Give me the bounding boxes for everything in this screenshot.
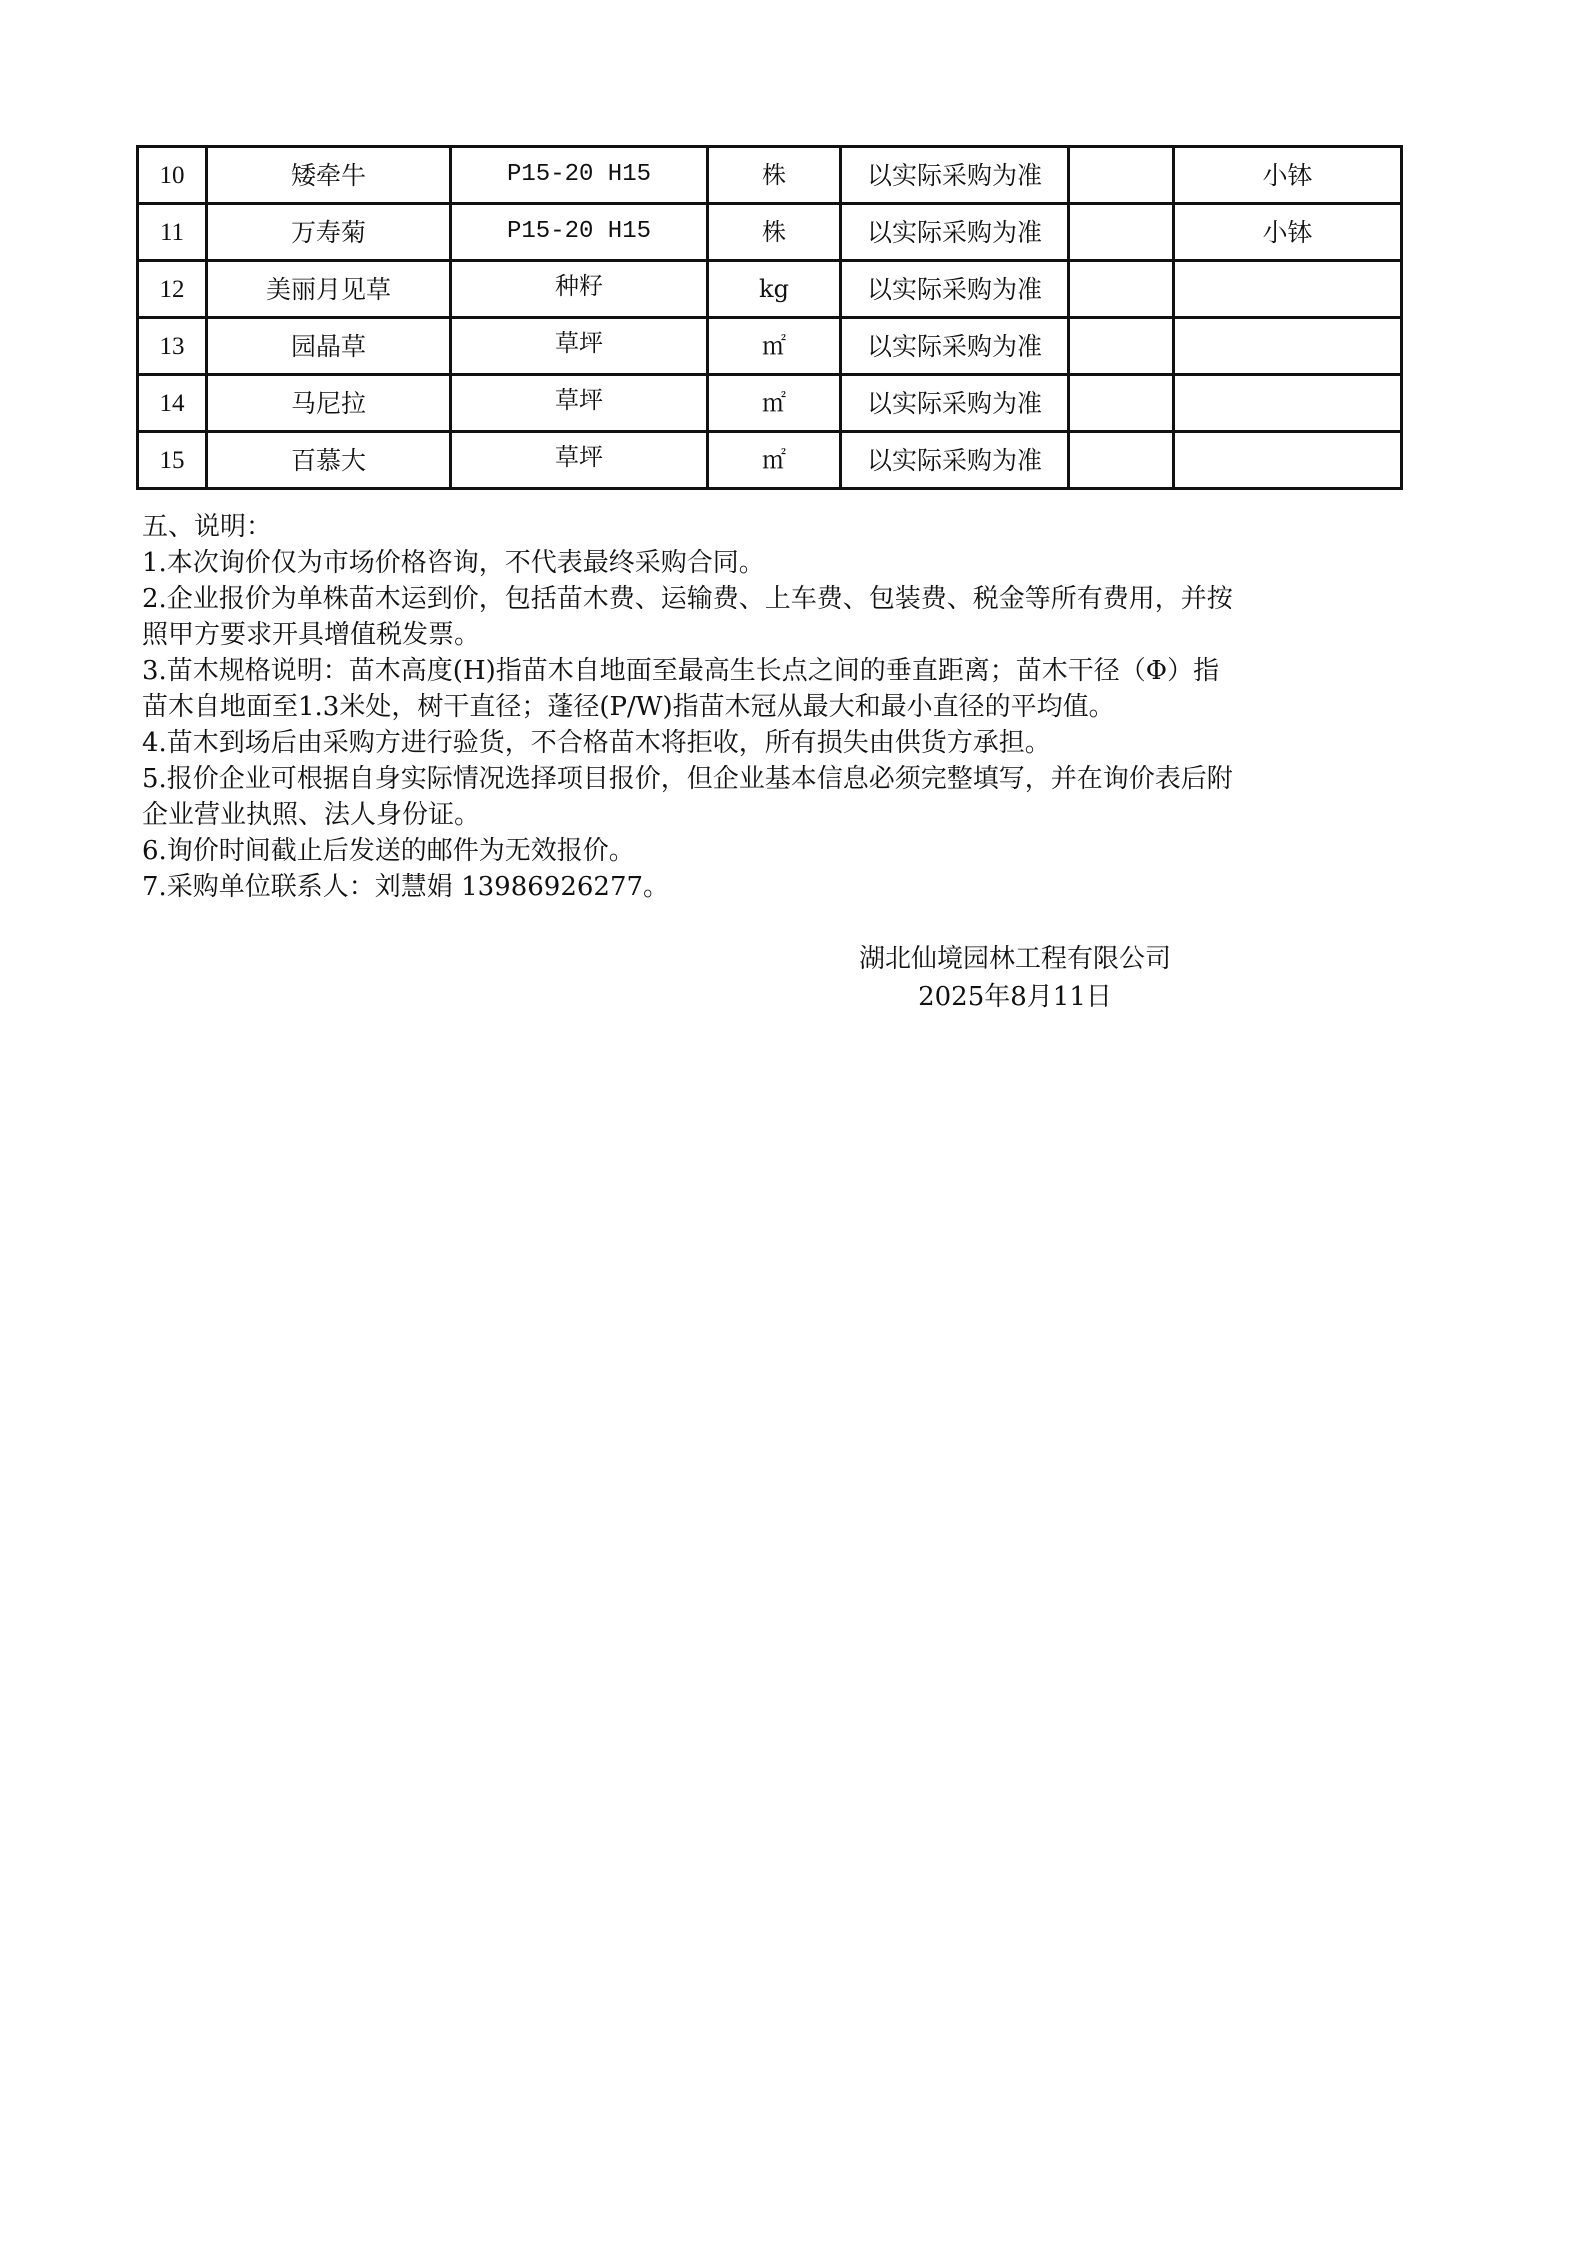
plant-name: 万寿菊 [207,204,451,261]
notes-section [142,509,1402,905]
note-line: 4.苗木到场后由采购方进行验货，不合格苗木将拒收，所有损失由供货方承担。 [142,728,1051,758]
table-row [138,375,1402,432]
plant-unit: ㎡ [708,432,841,489]
company-name: 湖北仙境园林工程有限公司 [858,944,1171,974]
table-row [138,318,1402,375]
note-line: 5.报价企业可根据自身实际情况选择项目报价，但企业基本信息必须完整填写，并在询价表后附 [142,764,1233,794]
plant-unit: 株 [708,204,841,261]
plant-remark [1174,432,1402,489]
table-row [138,261,1402,318]
row-number: 15 [138,432,207,489]
plant-name: 百慕大 [207,432,451,489]
table-body [138,147,1402,489]
plant-price [1069,261,1174,318]
plant-spec: P15-20 H15 [451,204,708,261]
plant-price [1069,318,1174,375]
plant-quantity: 以实际采购为准 [841,318,1069,375]
note-line: 1.本次询价仅为市场价格咨询，不代表最终采购合同。 [142,548,765,578]
row-number: 10 [138,147,207,204]
table-row [138,204,1402,261]
plant-price [1069,147,1174,204]
plant-remark [1174,318,1402,375]
row-number: 11 [138,204,207,261]
plant-quantity: 以实际采购为准 [841,375,1069,432]
note-line: 7.采购单位联系人：刘慧娟 13986926277。 [142,872,670,902]
plant-name: 矮牵牛 [207,147,451,204]
table-row [138,432,1402,489]
plant-spec: 种籽 [451,261,708,318]
note-line: 企业营业执照、法人身份证。 [142,800,481,830]
note-line: 6.询价时间截止后发送的邮件为无效报价。 [142,836,635,866]
plant-quantity: 以实际采购为准 [841,204,1069,261]
note-line: 2.企业报价为单株苗木运到价，包括苗木费、运输费、上车费、包装费、税金等所有费用，并按 [142,584,1233,614]
plant-remark [1174,375,1402,432]
plant-unit: ㎡ [708,318,841,375]
plant-quantity: 以实际采购为准 [841,261,1069,318]
table-row [138,147,1402,204]
plant-remark: 小钵 [1174,204,1402,261]
signature-block [835,940,1195,1016]
seedling-table [136,145,1403,490]
plant-unit: 株 [708,147,841,204]
plant-price [1069,375,1174,432]
notes-heading: 五、说明： [142,512,273,542]
plant-price [1069,432,1174,489]
plant-quantity: 以实际采购为准 [841,432,1069,489]
plant-name: 园晶草 [207,318,451,375]
plant-unit: kg [708,261,841,318]
row-number: 13 [138,318,207,375]
plant-quantity: 以实际采购为准 [841,147,1069,204]
plant-spec: P15-20 H15 [451,147,708,204]
plant-unit: ㎡ [708,375,841,432]
note-line: 照甲方要求开具增值税发票。 [142,620,481,650]
signature-date: 2025年8月11日 [918,982,1112,1012]
plant-spec: 草坪 [451,432,708,489]
plant-spec: 草坪 [451,318,708,375]
note-line: 3.苗木规格说明：苗木高度(H)指苗木自地面至最高生长点之间的垂直距离；苗木干径（Φ）指 [142,656,1220,686]
row-number: 12 [138,261,207,318]
plant-name: 美丽月见草 [207,261,451,318]
plant-remark: 小钵 [1174,147,1402,204]
row-number: 14 [138,375,207,432]
plant-price [1069,204,1174,261]
note-line: 苗木自地面至1.3米处，树干直径；蓬径(P/W)指苗木冠从最大和最小直径的平均值。 [142,692,1115,722]
plant-remark [1174,261,1402,318]
plant-spec: 草坪 [451,375,708,432]
plant-name: 马尼拉 [207,375,451,432]
